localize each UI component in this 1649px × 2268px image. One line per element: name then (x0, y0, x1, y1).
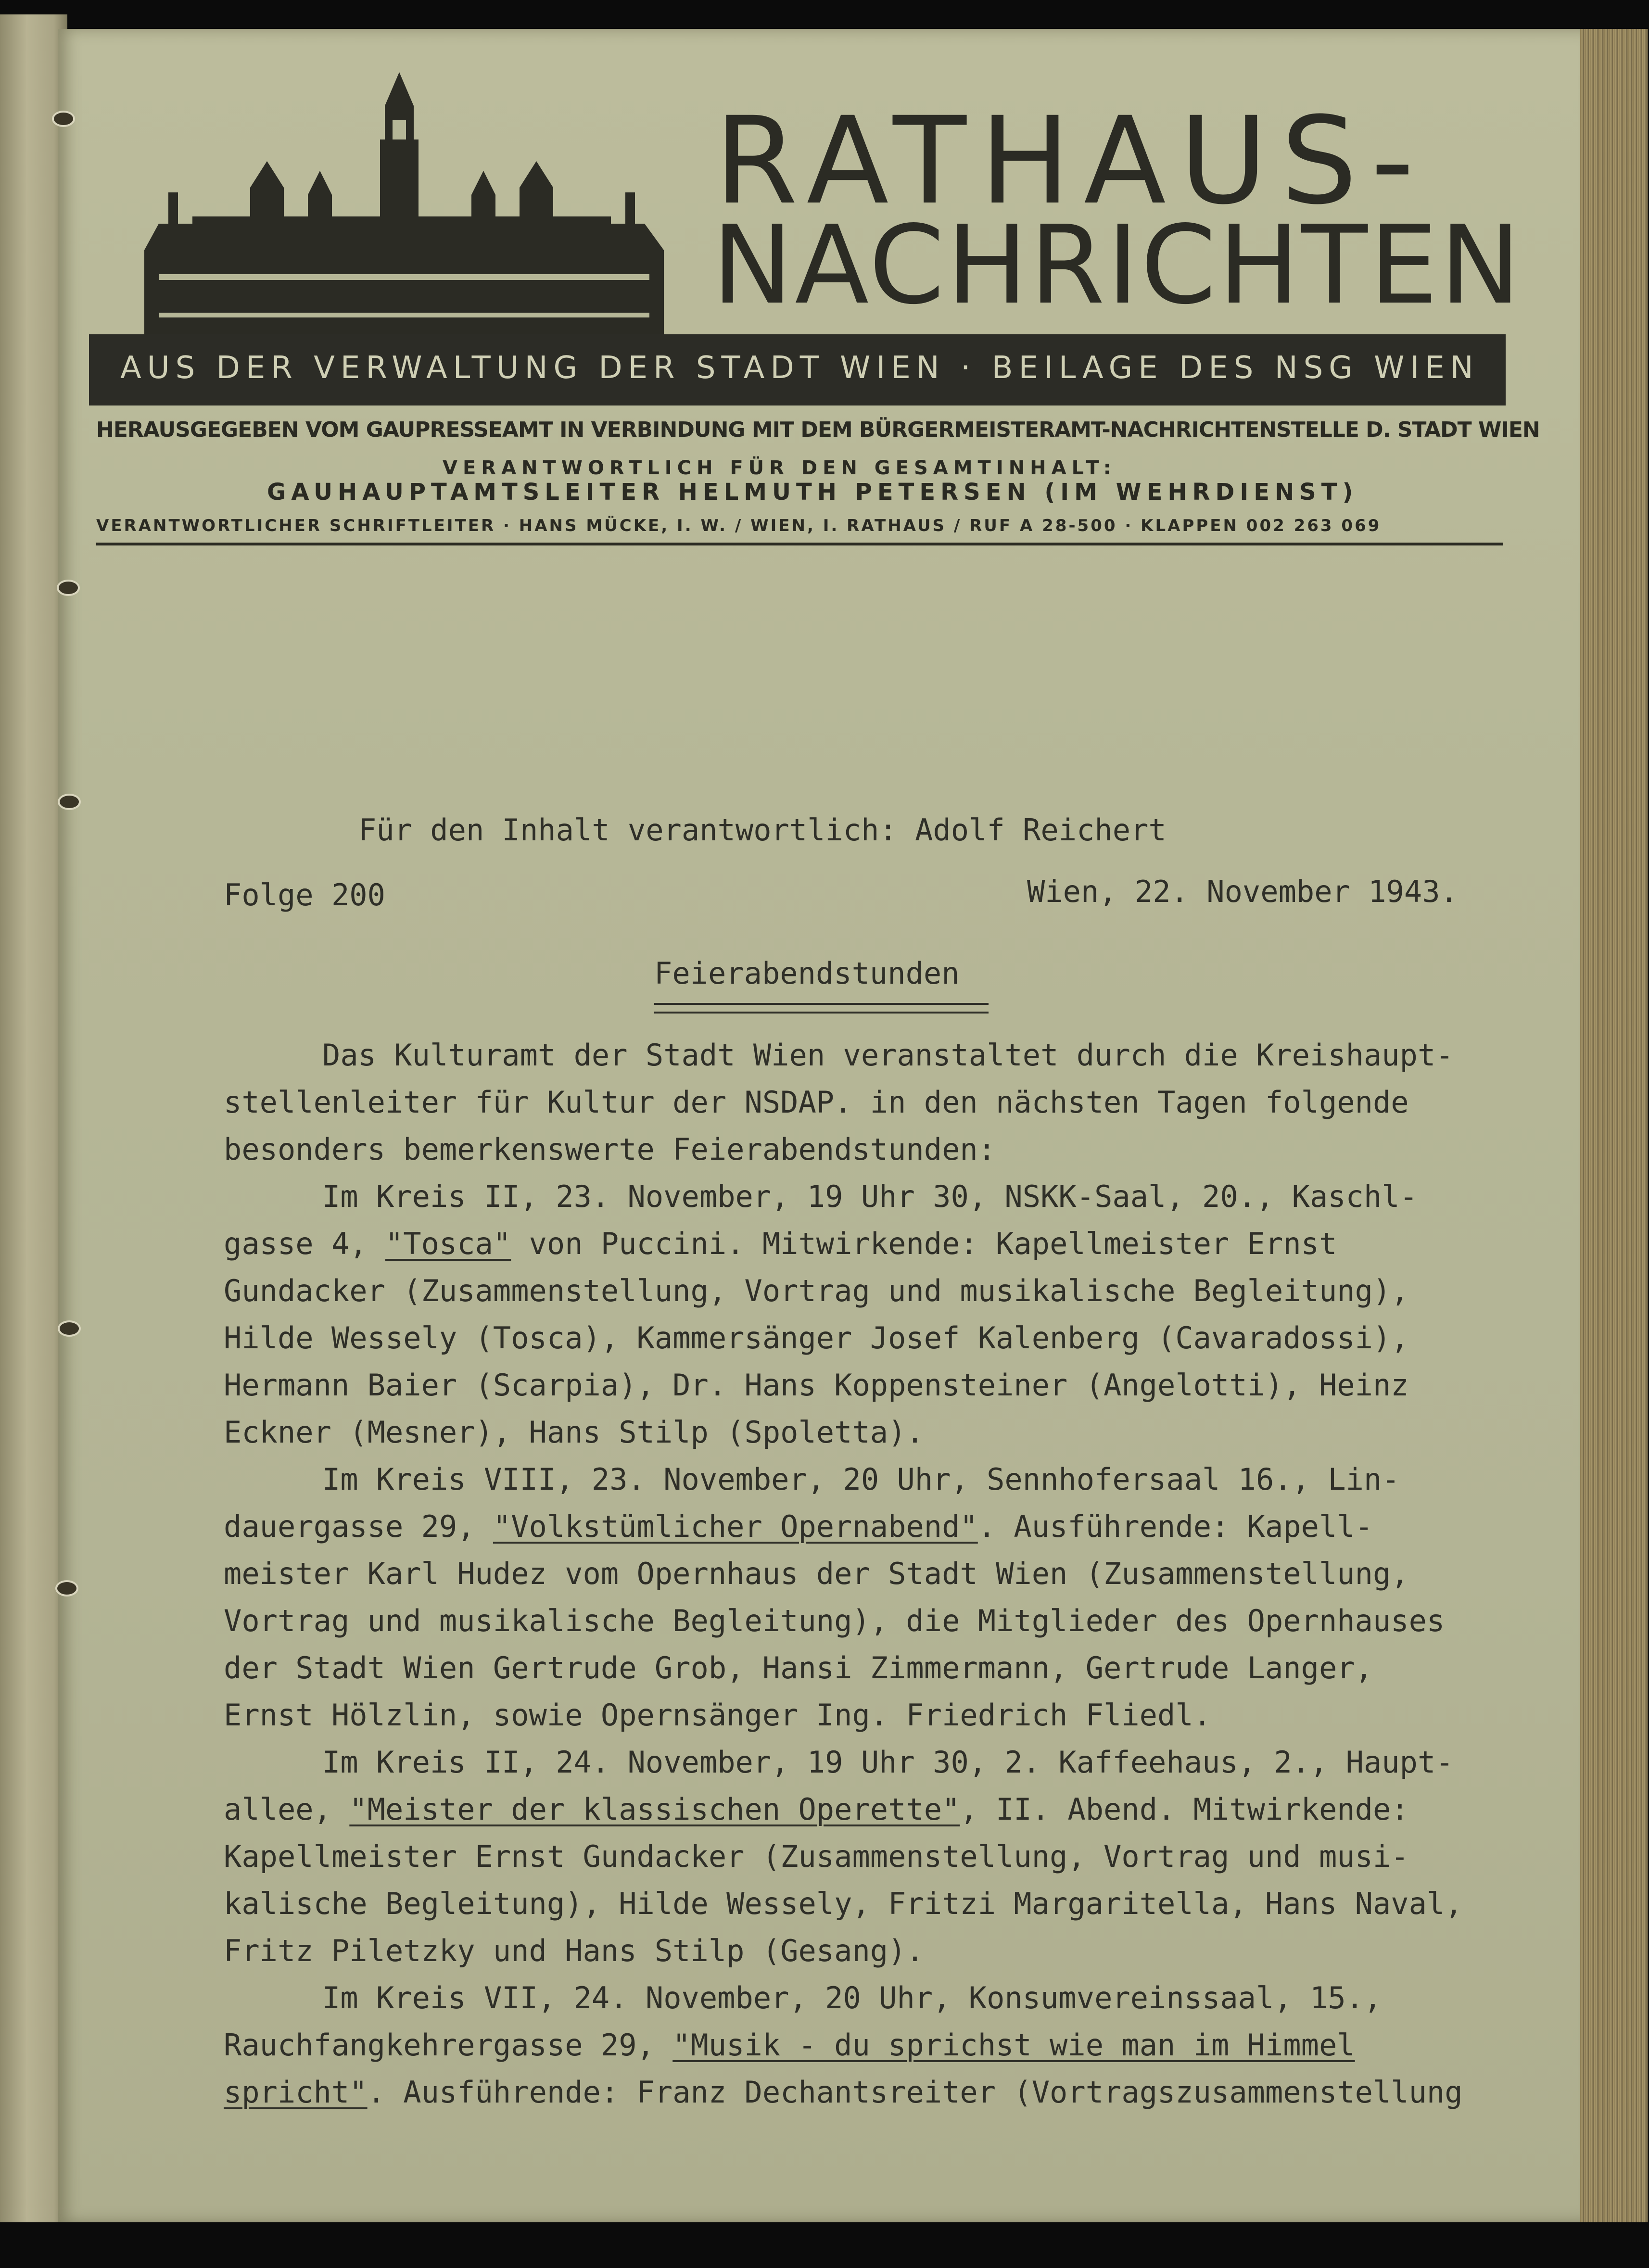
body-line: Gundacker (Zusammenstellung, Vortrag und musikalische Begleitung), (224, 1273, 1409, 1308)
body-line: Vortrag und musikalische Begleitung), die Mitglieder des Opernhauses (224, 1603, 1445, 1638)
body-line: Fritz Piletzky und Hans Stilp (Gesang). (224, 1933, 924, 1968)
body-line: Rauchfangkehrergasse 29, "Musik - du sprichst wie man im Himmel (224, 2027, 1355, 2063)
previous-page-edge (0, 14, 67, 2222)
rathaus-logo-icon (140, 72, 669, 351)
body-line: Im Kreis II, 23. November, 19 Uhr 30, NSKK-Saal, 20., Kaschl- (322, 1179, 1418, 1214)
body-line: Im Kreis II, 24. November, 19 Uhr 30, 2. Kaffeehaus, 2., Haupt- (322, 1745, 1454, 1780)
body-line: Ernst Hölzlin, sowie Opernsänger Ing. Friedrich Fliedl. (224, 1698, 1211, 1733)
event-title: "Tosca" (385, 1226, 511, 1261)
body-line: meister Karl Hudez vom Opernhaus der Stadt Wien (Zusammenstellung, (224, 1556, 1409, 1591)
event-title: spricht" (224, 2075, 368, 2110)
event-title: "Volkstümlicher Opernabend" (493, 1509, 978, 1544)
body-line: gasse 4, "Tosca" von Puccini. Mitwirkende: Kapellmeister Ernst (224, 1226, 1337, 1261)
event-title: "Musik - du sprichst wie man im Himmel (672, 2027, 1355, 2063)
responsible-name: GAUHAUPTAMTSLEITER HELMUTH PETERSEN (IM WEHRDIENST) (267, 479, 1358, 506)
body-line: Eckner (Mesner), Hans Stilp (Spoletta). (224, 1415, 924, 1450)
page-stack-edges (1580, 29, 1648, 2222)
binding-hole (57, 580, 80, 596)
body-line: spricht". Ausführende: Franz Dechantsreiter (Vortragszusammenstellung (224, 2075, 1463, 2110)
masthead-band-text: AUS DER VERWALTUNG DER STADT WIEN · BEILAGE DES NSG WIEN (120, 350, 1479, 386)
binding-hole (55, 1580, 78, 1596)
body-line: besonders bemerkenswerte Feierabendstunden: (224, 1132, 996, 1167)
body-line: Hermann Baier (Scarpia), Dr. Hans Koppensteiner (Angelotti), Heinz (224, 1368, 1409, 1403)
event-title: "Meister der klassischen Operette" (349, 1792, 960, 1827)
binding-hole (52, 111, 75, 127)
masthead-title-line2: NACHRICHTEN (712, 203, 1523, 329)
body-line: Kapellmeister Ernst Gundacker (Zusammenstellung, Vortrag und musi- (224, 1839, 1409, 1874)
binding-hole (58, 1320, 81, 1337)
body-line: Im Kreis VIII, 23. November, 20 Uhr, Sennhofersaal 16., Lin- (322, 1462, 1400, 1497)
body-line: Das Kulturamt der Stadt Wien veranstaltet durch die Kreishaupt- (322, 1038, 1454, 1073)
masthead-rule (96, 543, 1503, 545)
responsible-line: Für den Inhalt verantwortlich: Adolf Reichert (358, 812, 1167, 848)
responsible-label: VERANTWORTLICH FÜR DEN GESAMTINHALT: (443, 457, 1116, 479)
body-line: Hilde Wessely (Tosca), Kammersänger Josef Kalenberg (Cavaradossi), (224, 1320, 1409, 1356)
body-line: Im Kreis VII, 24. November, 20 Uhr, Konsumvereinssaal, 15., (322, 1980, 1382, 2015)
body-line: stellenleiter für Kultur der NSDAP. in den nächsten Tagen folgende (224, 1085, 1409, 1120)
body-line: der Stadt Wien Gertrude Grob, Hansi Zimmermann, Gertrude Langer, (224, 1650, 1373, 1685)
dateline: Wien, 22. November 1943. (1027, 874, 1458, 909)
masthead-title-line1: RATHAUS- (714, 91, 1428, 231)
editor-line: VERANTWORTLICHER SCHRIFTLEITER · HANS MÜCKE, I. W. / WIEN, I. RATHAUS / RUF A 28-500 · KLAPPEN 002 263 069 (96, 516, 1382, 535)
article-heading: Feierabendstunden (654, 956, 960, 991)
body-line: kalische Begleitung), Hilde Wessely, Fritzi Margaritella, Hans Naval, (224, 1886, 1463, 1921)
binding-hole (58, 794, 81, 810)
issue-number: Folge 200 (224, 877, 385, 912)
body-line: allee, "Meister der klassischen Operette", II. Abend. Mitwirkende: (224, 1792, 1409, 1827)
body-line: dauergasse 29, "Volkstümlicher Opernabend". Ausführende: Kapell- (224, 1509, 1373, 1544)
heading-double-underline (654, 1003, 989, 1014)
publisher-line: HERAUSGEGEBEN VOM GAUPRESSEAMT IN VERBINDUNG MIT DEM BÜRGERMEISTERAMT-NACHRICHTENSTELLE D. STADT WIEN (96, 418, 1540, 442)
